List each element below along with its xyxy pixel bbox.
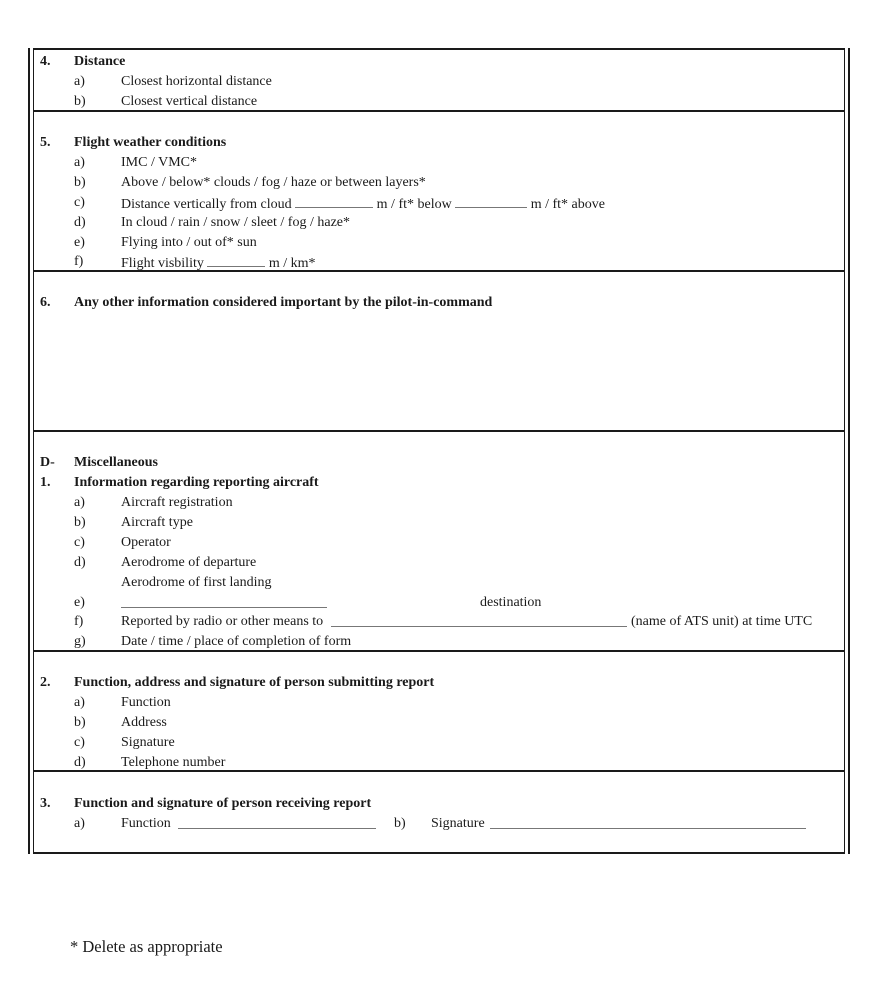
section-d1-item-d-letter: d) — [74, 555, 86, 570]
section-3-number: 3. — [40, 796, 51, 811]
section-5-item-f-letter: f) — [74, 254, 84, 269]
section-d1-item-d2-text: Aerodrome of first landing — [121, 575, 272, 590]
section-2-item-b-text: Address — [121, 715, 167, 730]
section-3-item-a-text: Function — [121, 816, 171, 831]
visibility-blank[interactable] — [207, 254, 265, 267]
section-5-item-b-text: Above / below* clouds / fog / haze or between layers* — [121, 175, 426, 190]
section-5-item-e-text: Flying into / out of* sun — [121, 235, 257, 250]
section-d1-item-g-letter: g) — [74, 634, 86, 649]
section-d1-item-c-text: Operator — [121, 535, 171, 550]
cloud-above-distance-blank[interactable] — [455, 195, 527, 208]
section-4-item-a-text: Closest horizontal distance — [121, 74, 272, 89]
rule-after-section-4 — [33, 110, 845, 112]
section-2-number: 2. — [40, 675, 51, 690]
section-3-item-b-text: Signature — [431, 816, 485, 831]
section-5-item-f-text: Flight visbility — [121, 256, 204, 271]
section-2-item-a-text: Function — [121, 695, 171, 710]
section-2-item-c-text: Signature — [121, 735, 175, 750]
section-5-item-a-letter: a) — [74, 155, 85, 170]
section-5-item-c-letter: c) — [74, 195, 85, 210]
rule-top — [33, 48, 845, 50]
receiver-function-blank[interactable] — [178, 816, 376, 829]
form-border-left-inner — [33, 48, 34, 854]
section-d1-title: Information regarding reporting aircraft — [74, 475, 319, 490]
section-d1-item-a-text: Aircraft registration — [121, 495, 233, 510]
rule-after-section-6 — [33, 430, 845, 432]
section-d-number: D- — [40, 455, 55, 470]
section-d1-item-g-text: Date / time / place of completion of form — [121, 634, 352, 649]
receiver-signature-blank[interactable] — [490, 816, 806, 829]
rule-after-section-d1 — [33, 650, 845, 652]
section-4-item-b-text: Closest vertical distance — [121, 94, 258, 109]
section-2-item-a-letter: a) — [74, 695, 85, 710]
section-2-item-d-text: Telephone number — [121, 755, 226, 770]
section-3-item-a-letter: a) — [74, 816, 85, 831]
footnote: * Delete as appropriate — [70, 937, 223, 956]
section-d1-item-c-letter: c) — [74, 535, 85, 550]
section-d1-item-e-letter: e) — [74, 595, 85, 610]
section-5-item-a-text: IMC / VMC* — [121, 155, 197, 170]
section-d1-item-d-text: Aerodrome of departure — [121, 555, 257, 570]
section-d1-item-b-text: Aircraft type — [121, 515, 193, 530]
section-d1-number: 1. — [40, 475, 51, 490]
form-border-right-inner — [844, 48, 845, 854]
section-5-item-c-mid: m / ft* below — [376, 197, 452, 212]
section-5-item-f-end: m / km* — [268, 256, 316, 271]
section-2-item-b-letter: b) — [74, 715, 86, 730]
section-5-title: Flight weather conditions — [74, 135, 227, 150]
section-5-number: 5. — [40, 135, 51, 150]
cloud-below-distance-blank[interactable] — [295, 195, 373, 208]
section-5-item-e-letter: e) — [74, 235, 85, 250]
section-d1-item-e-destination: destination — [480, 595, 542, 610]
section-4-title: Distance — [74, 54, 126, 69]
section-2-item-d-letter: d) — [74, 755, 86, 770]
section-5-item-b-letter: b) — [74, 175, 86, 190]
section-d1-item-f-text: Reported by radio or other means to — [121, 614, 324, 629]
section-d-title: Miscellaneous — [74, 455, 158, 470]
section-5-item-f-line — [121, 254, 316, 272]
report-form — [28, 48, 850, 854]
section-4-number: 4. — [40, 54, 51, 69]
aerodrome-blank[interactable] — [121, 595, 327, 608]
section-4-item-a-letter: a) — [74, 74, 85, 89]
rule-bottom — [33, 852, 845, 854]
section-2-item-c-letter: c) — [74, 735, 85, 750]
section-5-item-c-line — [121, 195, 605, 213]
section-6-number: 6. — [40, 295, 51, 310]
section-5-item-c-text: Distance vertically from cloud — [121, 197, 292, 212]
section-4-item-b-letter: b) — [74, 94, 86, 109]
section-d1-item-b-letter: b) — [74, 515, 86, 530]
section-d1-item-f-letter: f) — [74, 614, 84, 629]
section-d1-item-f-end: (name of ATS unit) at time UTC — [631, 614, 813, 629]
form-border-left — [28, 48, 30, 854]
ats-unit-blank[interactable] — [331, 614, 627, 627]
section-d1-item-a-letter: a) — [74, 495, 85, 510]
section-2-title: Function, address and signature of person submitting report — [74, 675, 435, 690]
form-border-right — [848, 48, 850, 854]
section-5-item-c-end: m / ft* above — [530, 197, 605, 212]
section-5-item-d-letter: d) — [74, 215, 86, 230]
section-6-title: Any other information considered important by the pilot-in-command — [74, 295, 493, 310]
section-3-item-b-letter: b) — [394, 816, 406, 831]
section-3-title: Function and signature of person receiving report — [74, 796, 372, 811]
section-5-item-d-text: In cloud / rain / snow / sleet / fog / haze* — [121, 215, 350, 230]
